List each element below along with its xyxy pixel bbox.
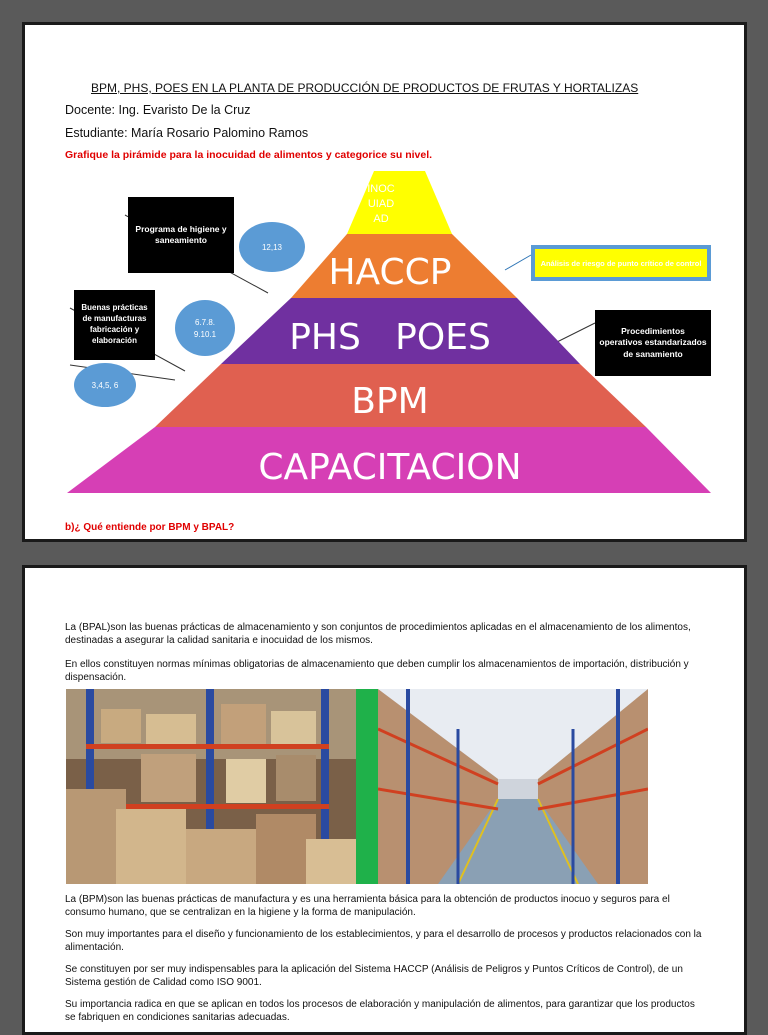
oval-6-10 xyxy=(175,300,235,356)
paragraph-bpm-importance: Son muy importantes para el diseño y funcionamiento de los establecimientos, y para el desarrollo de procesos y productos relacionados con la alimentación. xyxy=(65,929,702,953)
connector-line xyxy=(505,255,531,270)
student-line: Estudiante: María Rosario Palomino Ramos xyxy=(65,126,309,140)
callout-haccp-frame xyxy=(531,245,711,281)
photo-cluttered-warehouse-image xyxy=(66,689,356,884)
oval-6-10-text-b: 9.10.1 xyxy=(193,330,217,339)
pyramid-label-capacitacion: CAPACITACION xyxy=(258,447,522,488)
callout-buenas-practicas: Buenas prácticas de manufacturas fabricación y elaboración xyxy=(74,290,155,360)
callout-poes: Procedimientos operativos estandarizados de sanamiento xyxy=(595,310,711,376)
pyramid-level-inocuidad xyxy=(347,171,452,234)
document-page-2 xyxy=(22,565,747,1035)
oval-3-6-text: 3,4,5, 6 xyxy=(91,381,119,390)
oval-12-13-text: 12,13 xyxy=(261,243,283,252)
photo-cluttered-warehouse xyxy=(66,689,356,884)
pyramid-label-bpm: BPM xyxy=(351,381,429,422)
paragraph-bpm-haccp: Se constituyen por ser muy indispensables para la aplicación del Sistema HACCP (Análisis de Peligros y Puntos Críticos de Control), de un Sistema gestión de Calidad como ISO 9001. xyxy=(65,964,683,988)
document-page-1 xyxy=(22,22,747,542)
pyramid-label-phs-poes: PHS POES xyxy=(289,317,491,358)
food-safety-pyramid xyxy=(25,25,744,539)
teacher-line: Docente: Ing. Evaristo De la Cruz xyxy=(65,103,251,117)
paragraph-bpal-definition: La (BPAL)son las buenas prácticas de almacenamiento y son conjuntos de procedimientos aplicadas en el almacenamiento de los alimentos, destinadas a asegurar la calidad sanitaria e inocuidad de los mismos. xyxy=(65,622,691,646)
paragraph-bpm-processes: Su importancia radica en que se aplican en todos los procesos de elaboración y manipulación de alimentos, para garantizar que los productos se fabriquen en condiciones sanitarias adecuadas. xyxy=(65,999,695,1023)
callout-haccp-text: Análisis de riesgo de punto crítico de control xyxy=(535,249,707,277)
paragraph-bpal-normas: En ellos constituyen normas mínimas obligatorias de almacenamiento que deben cumplir los almacenamientos de importación, distribución y dispensación. xyxy=(65,659,689,683)
oval-6-10-text-a: 6.7.8. xyxy=(194,318,216,327)
photo-divider xyxy=(356,689,378,884)
photo-organized-warehouse xyxy=(378,689,648,884)
pyramid-label-inocuidad: INOC UIAD AD xyxy=(367,183,395,225)
paragraph-bpm-definition: La (BPM)son las buenas prácticas de manufactura y es una herramienta básica para la obtención de productos inocuo y seguros para el consumo humano, que se centralizan en la higiene y la forma de manipulación. xyxy=(65,894,670,918)
connector-line xyxy=(555,323,595,343)
page-title: BPM, PHS, POES EN LA PLANTA DE PRODUCCIÓN DE PRODUCTOS DE FRUTAS Y HORTALIZAS xyxy=(91,81,639,95)
callout-higiene-saneamiento: Programa de higiene y saneamiento xyxy=(128,197,234,273)
pyramid-label-haccp: HACCP xyxy=(328,252,452,293)
question-b: b)¿ Qué entiende por BPM y BPAL? xyxy=(65,522,235,533)
instruction-text: Grafique la pirámide para la inocuidad de alimentos y categorice su nivel. xyxy=(65,149,433,161)
photo-organized-warehouse-image xyxy=(378,689,648,884)
